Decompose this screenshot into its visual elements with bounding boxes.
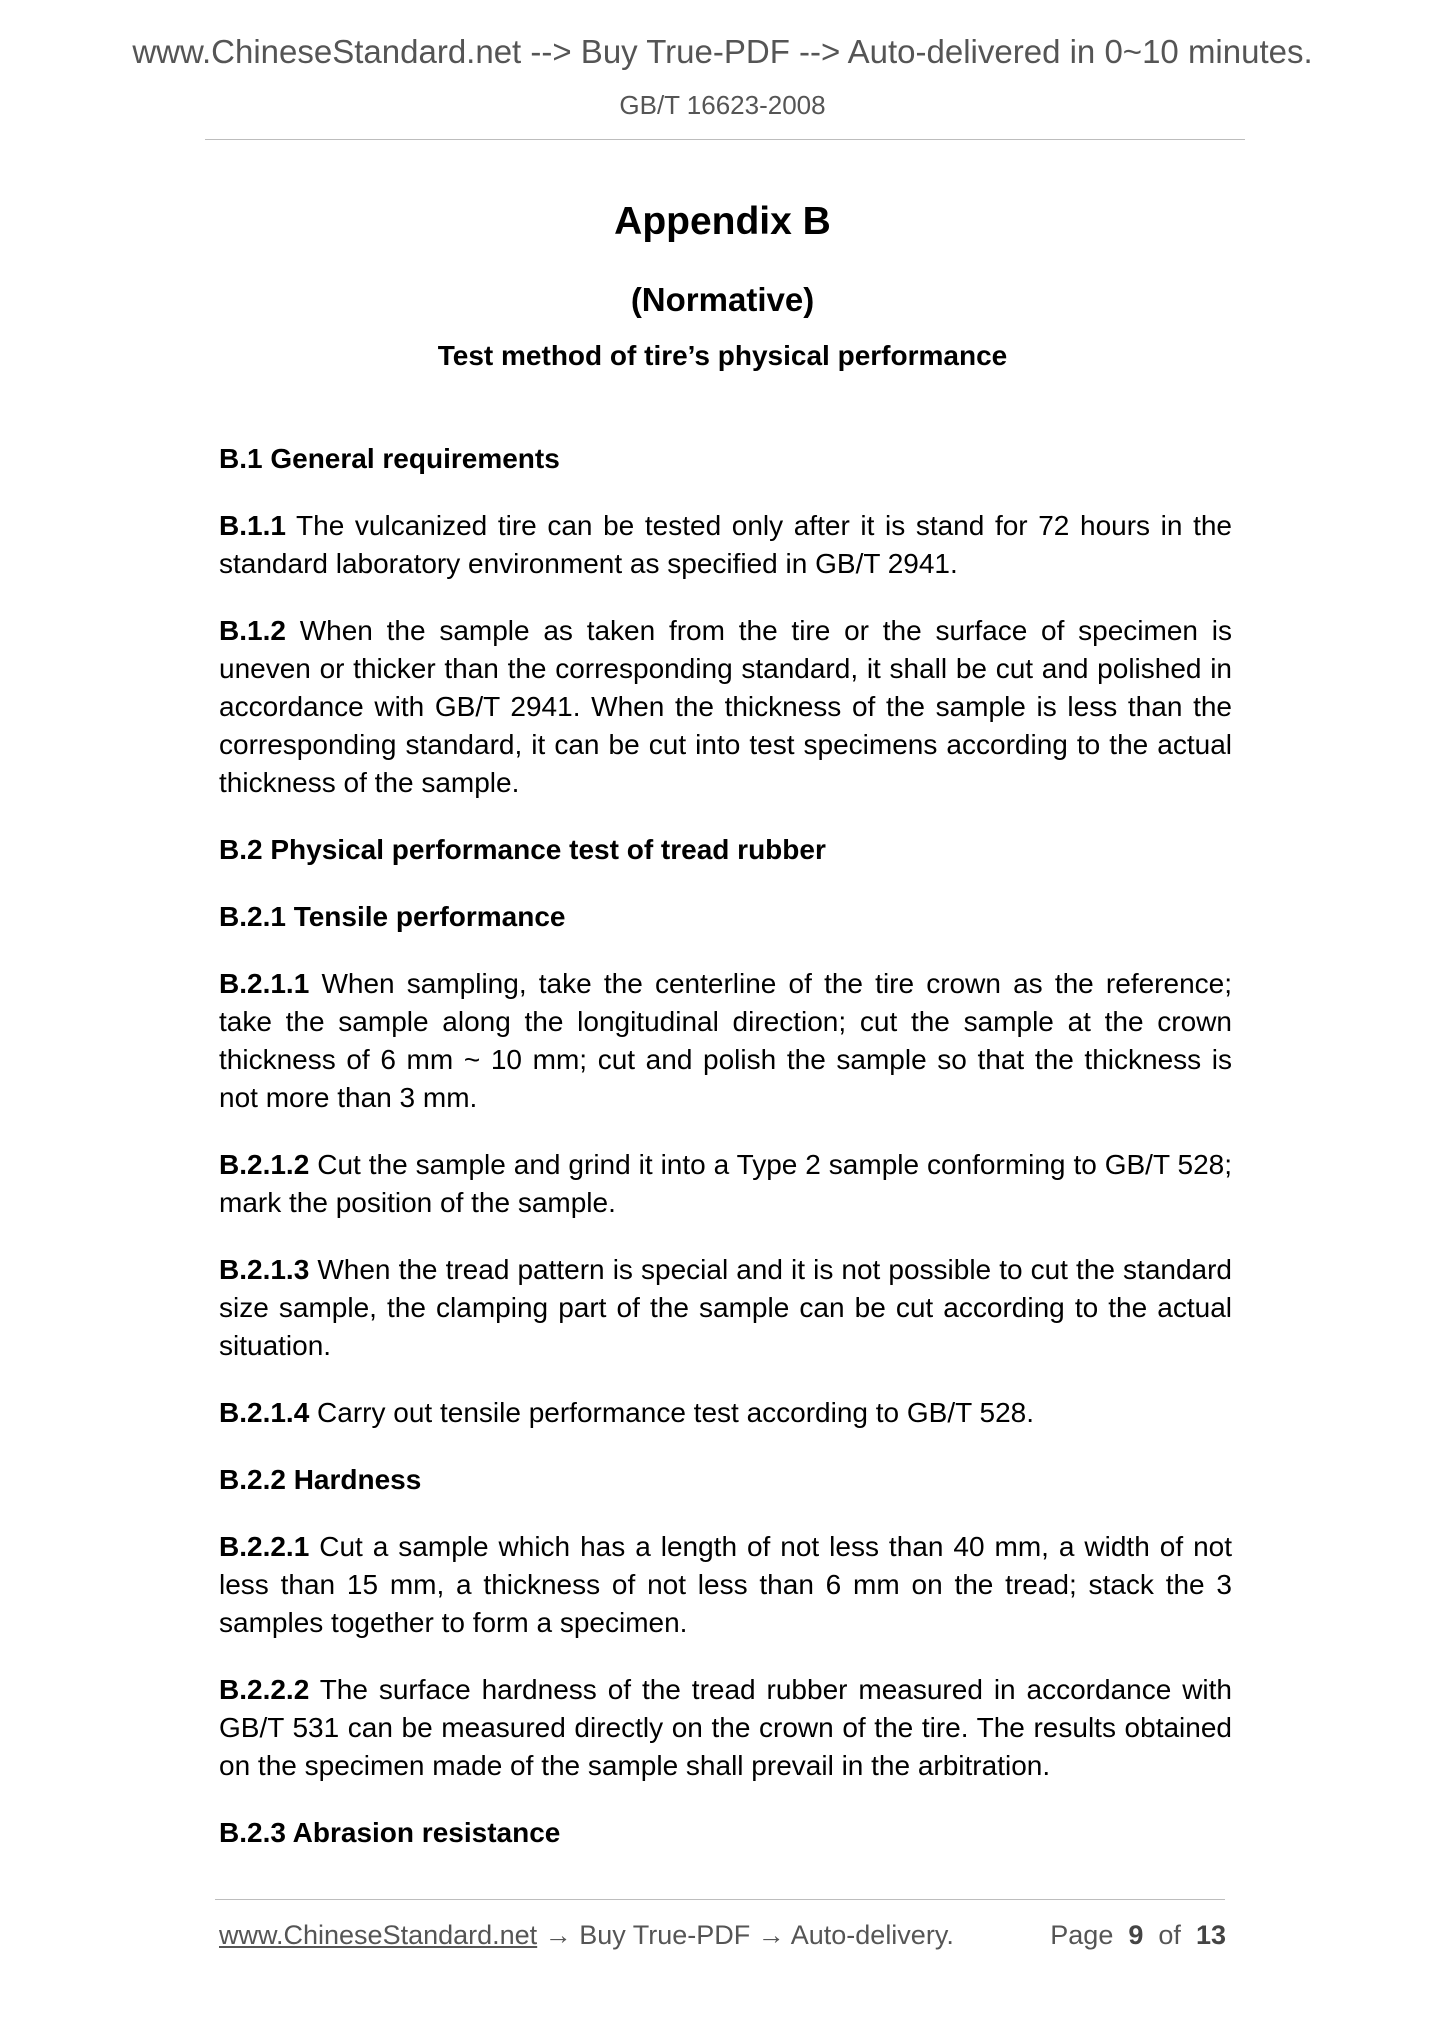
page-footer xyxy=(219,1917,1226,1953)
clause-number: B.1.2 xyxy=(219,615,286,646)
clause-text: When the tread pattern is special and it is not possible to cut the standard size sample, the clamping part of the sample can be cut according to the actual situation. xyxy=(219,1254,1232,1361)
appendix-type: (Normative) xyxy=(630,281,815,318)
footer-divider xyxy=(215,1899,1225,1900)
page-current: 9 xyxy=(1128,1920,1144,1950)
clause-paragraph xyxy=(219,1671,1232,1785)
section-heading: B.2 Physical performance test of tread rubber xyxy=(219,834,826,865)
clause-text: Cut the sample and grind it into a Type 2 sample conforming to GB/T 528; mark the position of the sample. xyxy=(219,1149,1232,1218)
clause-number: B.2.1.1 xyxy=(219,968,310,999)
appendix-subtitle: Test method of tire’s physical performance xyxy=(437,340,1008,371)
clause-number: B.2.2.2 xyxy=(219,1674,310,1705)
clause-number: B.2.1.3 xyxy=(219,1254,310,1285)
clause-paragraph xyxy=(219,507,1232,583)
clause-text: When sampling, take the centerline of the tire crown as the reference; take the sample along the longitudinal direction; cut the sample at the crown thickness of 6 mm ~ 10 mm; cut and polish the sample so that the thickness is not more than 3 mm. xyxy=(219,968,1232,1113)
page-total: 13 xyxy=(1195,1920,1226,1950)
clause-text: When the sample as taken from the tire or the surface of specimen is uneven or thicker than the corresponding standard, it shall be cut and polished in accordance with GB/T 2941. When the thickness of the sample is less than the corresponding standard, it can be cut into test specimens according to the actual thickness of the sample. xyxy=(219,615,1232,798)
page-indicator xyxy=(1050,1917,1226,1953)
header-divider xyxy=(205,139,1245,140)
document-body xyxy=(219,440,1232,1881)
clause-paragraph xyxy=(219,1528,1232,1642)
appendix-title: Appendix B xyxy=(614,200,831,243)
clause-number: B.1.1 xyxy=(219,510,286,541)
clause-paragraph xyxy=(219,1146,1232,1222)
page-of: of xyxy=(1158,1920,1181,1950)
section-heading: B.2.3 Abrasion resistance xyxy=(219,1817,561,1848)
section-heading: B.1 General requirements xyxy=(219,443,560,474)
footer-site-link[interactable]: www.ChineseStandard.net xyxy=(219,1920,538,1950)
clause-paragraph xyxy=(219,1251,1232,1365)
clause-text: The vulcanized tire can be tested only after it is stand for 72 hours in the standard laboratory environment as specified in GB/T 2941. xyxy=(219,510,1232,579)
section-heading: B.2.1 Tensile performance xyxy=(219,901,566,932)
clause-paragraph xyxy=(219,612,1232,802)
page-label: Page xyxy=(1050,1920,1114,1950)
clause-paragraph xyxy=(219,1394,1232,1432)
clause-text: The surface hardness of the tread rubber measured in accordance with GB/T 531 can be measured directly on the crown of the tire. The results obtained on the specimen made of the sample shall prevail in the arbitration. xyxy=(219,1674,1232,1781)
document-code: GB/T 16623-2008 xyxy=(619,90,826,120)
clause-text: Carry out tensile performance test according to GB/T 528. xyxy=(309,1397,1034,1428)
clause-number: B.2.1.2 xyxy=(219,1149,310,1180)
clause-paragraph xyxy=(219,965,1232,1117)
clause-text: Cut a sample which has a length of not less than 40 mm, a width of not less than 15 mm, a thickness of not less than 6 mm on the tread; stack the 3 samples together to form a specimen. xyxy=(219,1531,1232,1638)
clause-number: B.2.1.4 xyxy=(219,1397,310,1428)
footer-tagline: → Buy True-PDF → Auto-delivery. xyxy=(537,1920,954,1950)
clause-number: B.2.2.1 xyxy=(219,1531,310,1562)
section-heading: B.2.2 Hardness xyxy=(219,1464,422,1495)
header-banner: www.ChineseStandard.net --> Buy True-PDF --> Auto-delivered in 0~10 minutes. xyxy=(132,33,1313,70)
